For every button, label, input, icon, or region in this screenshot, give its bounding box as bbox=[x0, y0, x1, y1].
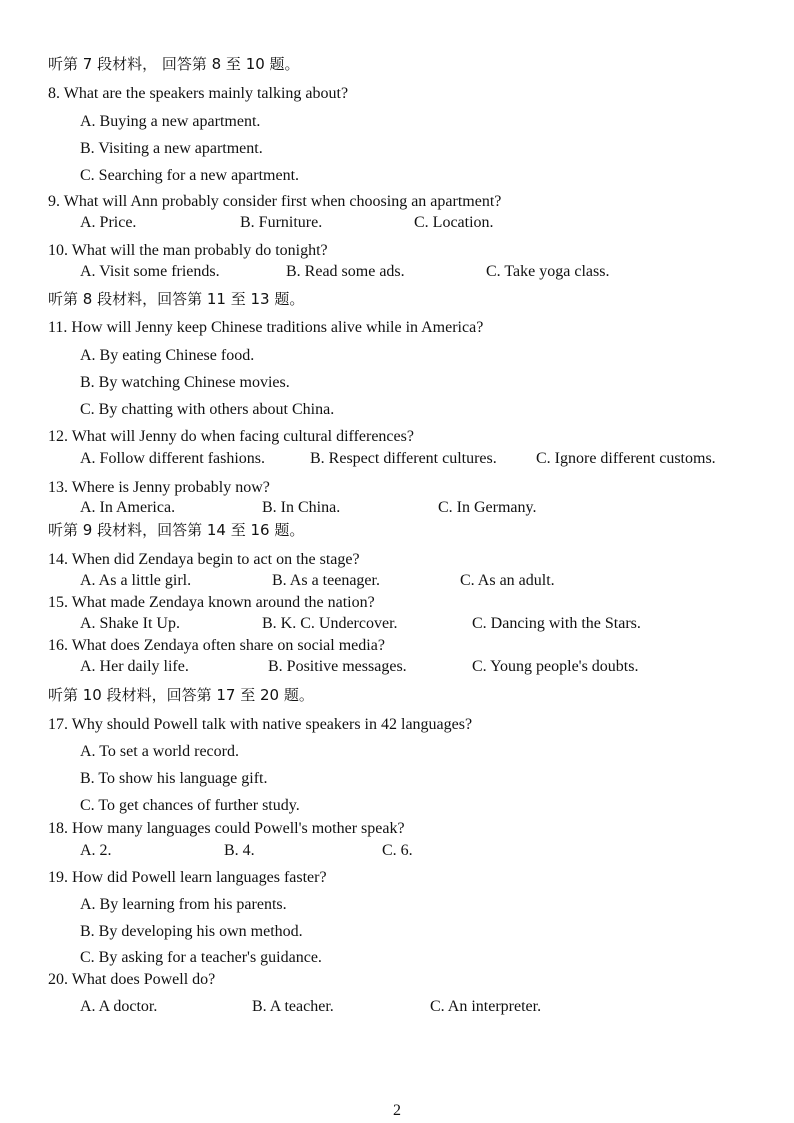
question-stem: 20. What does Powell do? bbox=[48, 971, 216, 988]
answer-option: A. Her daily life. bbox=[80, 658, 189, 675]
question-stem: 9. What will Ann probably consider first when choosing an apartment? bbox=[48, 193, 502, 210]
question-stem: 8. What are the speakers mainly talking about? bbox=[48, 85, 349, 102]
answer-option: C. Young people's doubts. bbox=[472, 658, 639, 675]
answer-option: C. In Germany. bbox=[438, 499, 537, 516]
answer-option: A. Follow different fashions. bbox=[80, 450, 266, 467]
answer-option: B. As a teenager. bbox=[272, 572, 380, 589]
answer-option: B. Furniture. bbox=[240, 214, 323, 231]
question-stem: 15. What made Zendaya known around the nation? bbox=[48, 594, 375, 611]
answer-option: B. 4. bbox=[224, 842, 255, 859]
answer-option: C. Take yoga class. bbox=[486, 263, 610, 280]
answer-option: B. Visiting a new apartment. bbox=[80, 140, 263, 157]
answer-option: A. Visit some friends. bbox=[80, 263, 220, 280]
answer-option: C. Location. bbox=[414, 214, 494, 231]
answer-option: A. Shake It Up. bbox=[80, 615, 180, 632]
answer-option: B. Read some ads. bbox=[286, 263, 405, 280]
question-stem: 19. How did Powell learn languages faster? bbox=[48, 869, 327, 886]
question-stem: 18. How many languages could Powell's mother speak? bbox=[48, 820, 405, 837]
question-stem: 17. Why should Powell talk with native speakers in 42 languages? bbox=[48, 716, 473, 733]
answer-option: C. By asking for a teacher's guidance. bbox=[80, 949, 322, 966]
answer-option: C. As an adult. bbox=[460, 572, 555, 589]
answer-option: A. As a little girl. bbox=[80, 572, 192, 589]
question-stem: 12. What will Jenny do when facing cultural differences? bbox=[48, 428, 414, 445]
question-stem: 11. How will Jenny keep Chinese traditions alive while in America? bbox=[48, 319, 484, 336]
answer-option: B. In China. bbox=[262, 499, 341, 516]
answer-option: C. To get chances of further study. bbox=[80, 797, 300, 814]
answer-option: A. A doctor. bbox=[80, 998, 158, 1015]
question-stem: 13. Where is Jenny probably now? bbox=[48, 479, 270, 496]
answer-option: C. By chatting with others about China. bbox=[80, 401, 335, 418]
answer-option: C. An interpreter. bbox=[430, 998, 542, 1015]
answer-option: A. Price. bbox=[80, 214, 137, 231]
answer-option: B. A teacher. bbox=[252, 998, 334, 1015]
page-number: 2 bbox=[393, 1102, 401, 1119]
question-stem: 16. What does Zendaya often share on social media? bbox=[48, 637, 385, 654]
answer-option: C. 6. bbox=[382, 842, 413, 859]
question-stem: 10. What will the man probably do tonight? bbox=[48, 242, 328, 259]
answer-option: B. Respect different cultures. bbox=[310, 450, 497, 467]
question-stem: 14. When did Zendaya begin to act on the stage? bbox=[48, 551, 360, 568]
answer-option: C. Ignore different customs. bbox=[536, 450, 716, 467]
answer-option: C. Dancing with the Stars. bbox=[472, 615, 641, 632]
answer-option: C. Searching for a new apartment. bbox=[80, 167, 300, 184]
answer-option: B. K. C. Undercover. bbox=[262, 615, 398, 632]
section-heading: 听第 7 段材料， 回答第 8 至 10 题。 bbox=[48, 55, 300, 73]
answer-option: A. By learning from his parents. bbox=[80, 896, 287, 913]
section-heading: 听第 9 段材料，回答第 14 至 16 题。 bbox=[48, 521, 305, 539]
answer-option: A. To set a world record. bbox=[80, 743, 239, 760]
answer-option: B. By watching Chinese movies. bbox=[80, 374, 290, 391]
answer-option: B. To show his language gift. bbox=[80, 770, 268, 787]
answer-option: B. By developing his own method. bbox=[80, 923, 303, 940]
answer-option: A. By eating Chinese food. bbox=[80, 347, 255, 364]
section-heading: 听第 10 段材料，回答第 17 至 20 题。 bbox=[48, 686, 314, 704]
answer-option: A. In America. bbox=[80, 499, 176, 516]
answer-option: A. Buying a new apartment. bbox=[80, 113, 261, 130]
answer-option: B. Positive messages. bbox=[268, 658, 407, 675]
section-heading: 听第 8 段材料，回答第 11 至 13 题。 bbox=[48, 290, 305, 308]
answer-option: A. 2. bbox=[80, 842, 112, 859]
